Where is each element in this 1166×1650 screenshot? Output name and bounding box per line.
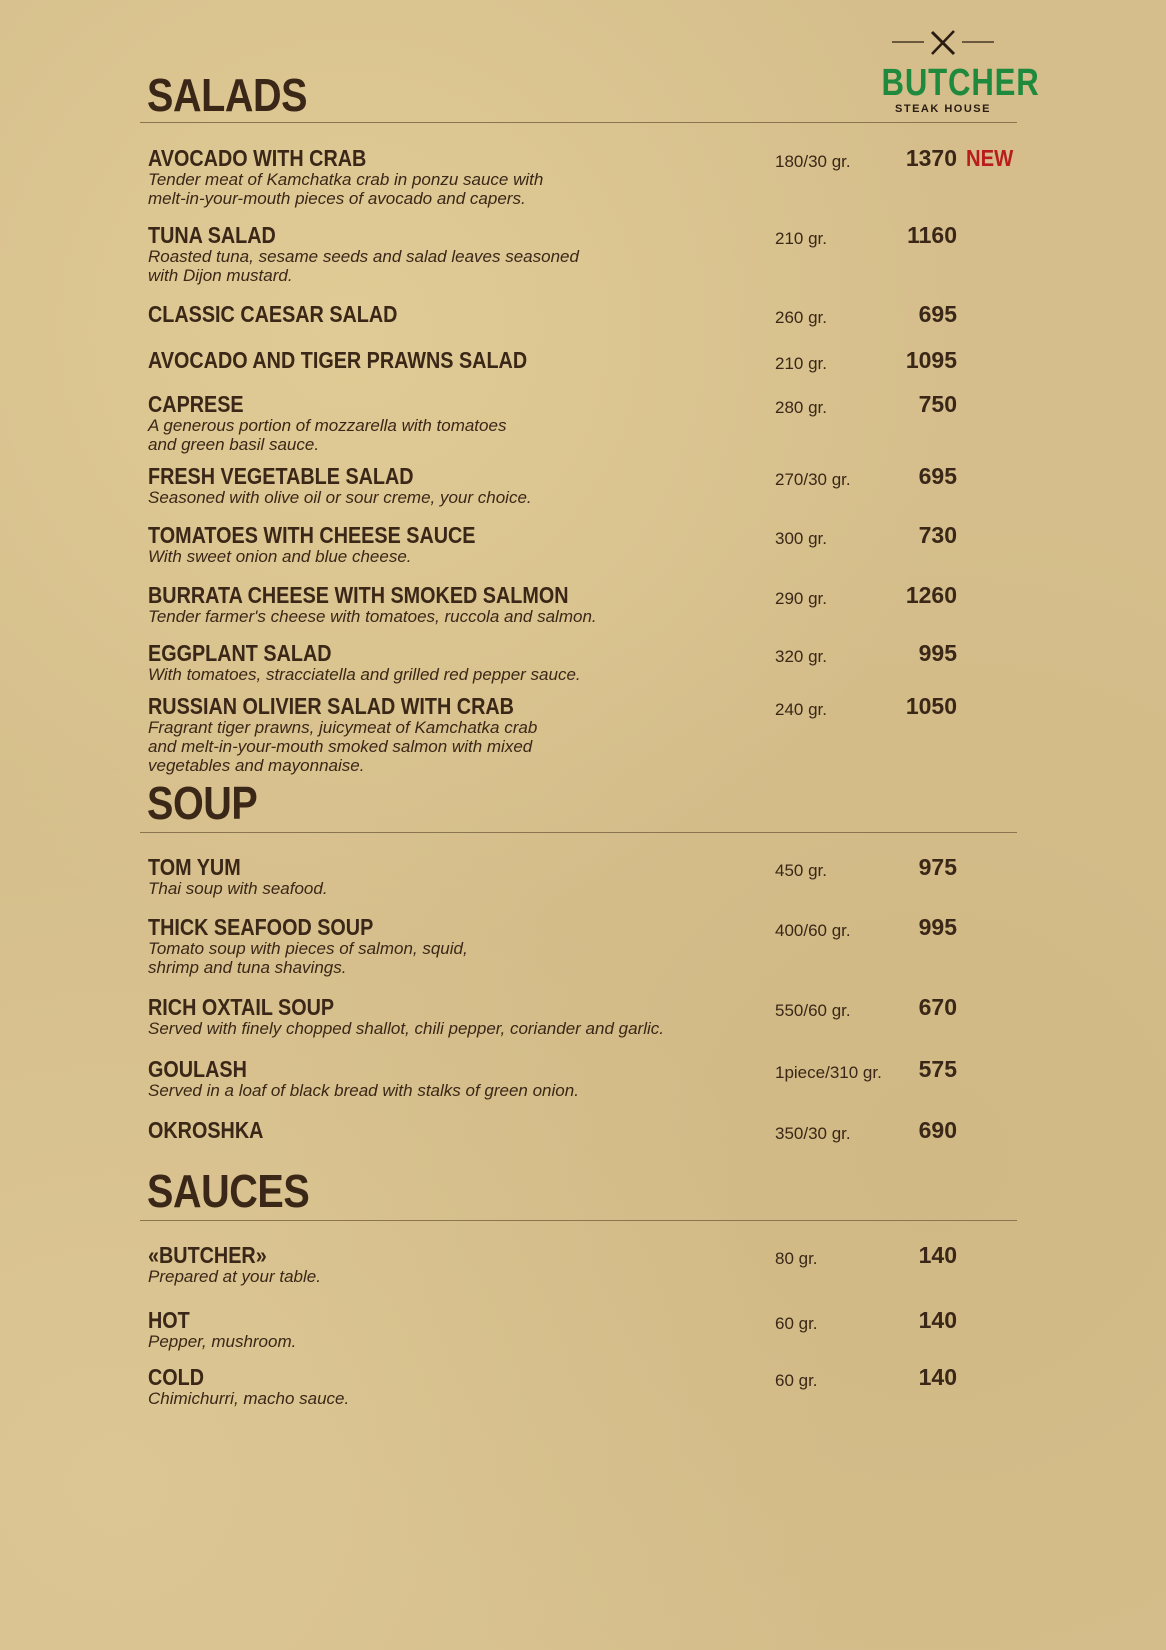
item-price: 750 (918, 391, 957, 417)
item-description: With tomatoes, stracciatella and grilled red pepper sauce. (148, 665, 581, 684)
item-weight: 270/30 gr. (775, 470, 851, 489)
menu-item (148, 1057, 1028, 1100)
menu-item (148, 855, 1028, 898)
item-price: 1160 (907, 222, 957, 248)
logo-subtitle: STEAK HOUSE (895, 103, 991, 115)
menu-item (148, 995, 1028, 1038)
menu-item (148, 523, 1028, 566)
item-weight: 400/60 gr. (775, 921, 851, 940)
item-name: TOM YUM (148, 854, 241, 880)
item-weight: 1piece/310 gr. (775, 1063, 882, 1082)
item-name: TOMATOES WITH CHEESE SAUCE (148, 522, 476, 548)
item-name: AVOCADO WITH CRAB (148, 145, 367, 171)
item-weight: 450 gr. (775, 861, 827, 880)
item-name: THICK SEAFOOD SOUP (148, 914, 374, 940)
menu-item (148, 302, 1028, 327)
menu-item (148, 348, 1028, 373)
item-weight: 60 gr. (775, 1314, 818, 1333)
item-description: Prepared at your table. (148, 1267, 321, 1286)
item-price: 730 (918, 522, 957, 548)
menu-item (148, 223, 1028, 285)
item-price: 575 (918, 1056, 957, 1082)
item-description: Thai soup with seafood. (148, 879, 328, 898)
item-name: OKROSHKA (148, 1117, 264, 1143)
menu-item (148, 392, 1028, 454)
item-name: EGGPLANT SALAD (148, 640, 332, 666)
item-weight: 60 gr. (775, 1371, 818, 1390)
item-description: Tomato soup with pieces of salmon, squid, shrimp and tuna shavings. (148, 939, 468, 977)
logo-brand: BUTCHER (881, 62, 1040, 104)
item-name: CAPRESE (148, 391, 244, 417)
item-price: 690 (918, 1117, 957, 1143)
menu-item (148, 146, 1028, 208)
item-price: 995 (918, 914, 957, 940)
section-divider (140, 1220, 1017, 1221)
item-weight: 280 gr. (775, 398, 827, 417)
menu-item (148, 1118, 1028, 1143)
item-description: Fragrant tiger prawns, juicymeat of Kamchatka crab and melt-in-your-mouth smoked salmon with mixed vegetables and mayonnaise. (148, 718, 538, 775)
item-price: 1370 (905, 145, 957, 171)
item-name: CLASSIC CAESAR SALAD (148, 301, 398, 327)
section-title-sauces: SAUCES (147, 1165, 310, 1217)
item-price: 140 (918, 1307, 957, 1333)
menu-item (148, 1243, 1028, 1286)
item-description: Tender meat of Kamchatka crab in ponzu sauce with melt-in-your-mouth pieces of avocado and capers. (148, 170, 544, 208)
item-name: TUNA SALAD (148, 222, 276, 248)
item-name: FRESH VEGETABLE SALAD (148, 463, 414, 489)
item-price: 140 (918, 1364, 957, 1390)
item-name: GOULASH (148, 1056, 247, 1082)
item-name: BURRATA CHEESE WITH SMOKED SALMON (148, 582, 569, 608)
item-weight: 550/60 gr. (775, 1001, 851, 1020)
item-price: 995 (918, 640, 957, 666)
menu-item (148, 641, 1028, 684)
item-description: Chimichurri, macho sauce. (148, 1389, 350, 1408)
menu-item (148, 583, 1028, 626)
item-description: Roasted tuna, sesame seeds and salad leaves seasoned with Dijon mustard. (148, 247, 579, 285)
item-name: AVOCADO AND TIGER PRAWNS SALAD (148, 347, 528, 373)
item-weight: 240 gr. (775, 700, 827, 719)
butcher-logo (868, 28, 1040, 115)
item-weight: 260 gr. (775, 308, 827, 327)
menu-item (148, 1365, 1028, 1408)
item-weight: 290 gr. (775, 589, 827, 608)
item-name: COLD (148, 1364, 205, 1390)
crossed-knives-icon (888, 28, 998, 56)
section-title-soup: SOUP (147, 777, 258, 829)
item-weight: 80 gr. (775, 1249, 818, 1268)
item-weight: 180/30 gr. (775, 152, 851, 171)
item-name: RICH OXTAIL SOUP (148, 994, 335, 1020)
section-divider (140, 122, 1017, 123)
item-price: 695 (918, 463, 957, 489)
item-price: 975 (918, 854, 957, 880)
item-description: Pepper, mushroom. (148, 1332, 297, 1351)
item-weight: 350/30 gr. (775, 1124, 851, 1143)
item-description: Served with finely chopped shallot, chili pepper, coriander and garlic. (148, 1019, 664, 1038)
item-price: 695 (918, 301, 957, 327)
section-title-salads: SALADS (147, 69, 308, 121)
item-name: «BUTCHER» (148, 1242, 267, 1268)
menu-item (148, 1308, 1028, 1351)
item-description: Seasoned with olive oil or sour creme, your choice. (148, 488, 532, 507)
item-price: 670 (918, 994, 957, 1020)
item-description: With sweet onion and blue cheese. (148, 547, 412, 566)
item-name: HOT (148, 1307, 190, 1333)
item-description: A generous portion of mozzarella with tomatoes and green basil sauce. (148, 416, 507, 454)
section-divider (140, 832, 1017, 833)
menu-item (148, 915, 1028, 977)
item-name: RUSSIAN OLIVIER SALAD WITH CRAB (148, 693, 514, 719)
item-weight: 320 gr. (775, 647, 827, 666)
item-weight: 300 gr. (775, 529, 827, 548)
item-weight: 210 gr. (775, 229, 827, 248)
menu-item (148, 464, 1028, 507)
new-badge: NEW (966, 145, 1014, 171)
item-price: 1095 (905, 347, 957, 373)
menu-item (148, 694, 1028, 775)
item-price: 1050 (905, 693, 957, 719)
item-weight: 210 gr. (775, 354, 827, 373)
item-price: 140 (918, 1242, 957, 1268)
item-description: Tender farmer's cheese with tomatoes, ruccola and salmon. (148, 607, 597, 626)
item-price: 1260 (905, 582, 957, 608)
item-description: Served in a loaf of black bread with stalks of green onion. (148, 1081, 579, 1100)
